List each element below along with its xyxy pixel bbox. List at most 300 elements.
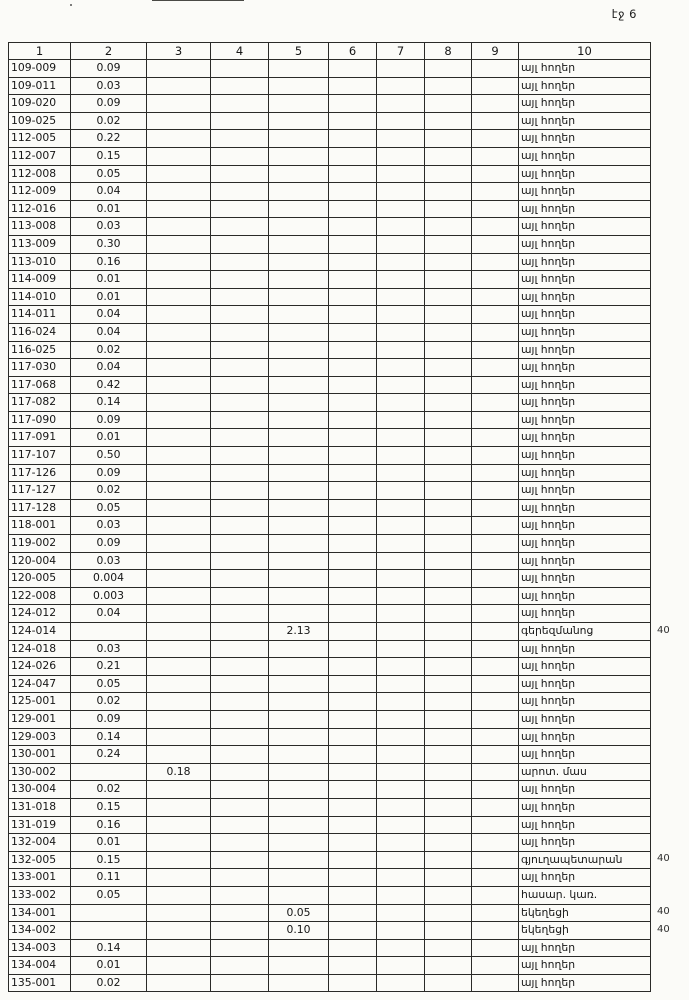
cell <box>211 939 269 957</box>
cell <box>269 77 329 95</box>
cell <box>472 464 519 482</box>
cell <box>425 922 472 940</box>
cell <box>472 904 519 922</box>
cell <box>269 728 329 746</box>
cell <box>269 200 329 218</box>
cell <box>147 746 211 764</box>
cell: 129-003 <box>9 728 71 746</box>
cell: այլ հողեր <box>519 974 651 992</box>
cell: 0.15 <box>71 147 147 165</box>
cell: 0.004 <box>71 570 147 588</box>
cell: 0.14 <box>71 728 147 746</box>
cell <box>147 675 211 693</box>
table-row <box>9 77 651 95</box>
cell <box>211 886 269 904</box>
cell <box>269 288 329 306</box>
table-row <box>9 552 651 570</box>
cell <box>211 640 269 658</box>
cell: 124-014 <box>9 623 71 641</box>
table-row <box>9 587 651 605</box>
cell: այլ հողեր <box>519 552 651 570</box>
cell <box>377 323 425 341</box>
cell <box>269 271 329 289</box>
table-row <box>9 869 651 887</box>
cell <box>425 130 472 148</box>
cell: 116-025 <box>9 341 71 359</box>
cell <box>211 834 269 852</box>
table-row <box>9 851 651 869</box>
cell: 117-126 <box>9 464 71 482</box>
table-row <box>9 746 651 764</box>
cell <box>269 869 329 887</box>
cell <box>147 693 211 711</box>
cell <box>211 60 269 78</box>
cell <box>329 235 377 253</box>
cell: այլ հողեր <box>519 411 651 429</box>
cell <box>269 834 329 852</box>
cell <box>329 587 377 605</box>
cell <box>211 623 269 641</box>
cell <box>425 253 472 271</box>
table-header <box>9 43 651 60</box>
cell <box>71 623 147 641</box>
cell <box>377 922 425 940</box>
cell <box>472 570 519 588</box>
cell <box>425 798 472 816</box>
cell: 0.09 <box>71 464 147 482</box>
cell <box>329 130 377 148</box>
cell: 134-003 <box>9 939 71 957</box>
cell: 114-009 <box>9 271 71 289</box>
table-row <box>9 60 651 78</box>
cell: այլ հողեր <box>519 271 651 289</box>
cell <box>377 851 425 869</box>
cell <box>211 394 269 412</box>
cell <box>147 341 211 359</box>
cell <box>269 570 329 588</box>
cell <box>211 710 269 728</box>
cell <box>472 623 519 641</box>
cell: 0.003 <box>71 587 147 605</box>
cell <box>329 77 377 95</box>
table-row <box>9 341 651 359</box>
cell: 134-001 <box>9 904 71 922</box>
margin-note: 40 <box>657 853 670 865</box>
cell <box>269 60 329 78</box>
cell <box>425 376 472 394</box>
cell: 0.03 <box>71 218 147 236</box>
cell: 112-005 <box>9 130 71 148</box>
cell <box>472 359 519 377</box>
cell <box>329 904 377 922</box>
table-wrap <box>8 42 652 992</box>
cell: 0.09 <box>71 535 147 553</box>
cell <box>472 376 519 394</box>
cell: այլ հողեր <box>519 675 651 693</box>
cell <box>329 253 377 271</box>
cell <box>329 623 377 641</box>
cell <box>147 429 211 447</box>
table-row <box>9 834 651 852</box>
cell: 0.09 <box>71 95 147 113</box>
cell: 0.05 <box>269 904 329 922</box>
cell <box>269 165 329 183</box>
cell <box>377 464 425 482</box>
margin-note: 40 <box>657 923 670 935</box>
table-row <box>9 957 651 975</box>
cell <box>472 183 519 201</box>
table-row <box>9 271 651 289</box>
column-header: 3 <box>147 43 211 60</box>
cell: 0.05 <box>71 675 147 693</box>
cell <box>377 200 425 218</box>
cell <box>329 447 377 465</box>
cell <box>211 235 269 253</box>
cell <box>377 623 425 641</box>
cell <box>147 447 211 465</box>
cell: 0.04 <box>71 306 147 324</box>
cell <box>377 939 425 957</box>
cell <box>147 535 211 553</box>
cell <box>472 886 519 904</box>
cell: այլ հողեր <box>519 130 651 148</box>
cell <box>377 253 425 271</box>
cell <box>269 376 329 394</box>
cell: գերեզմանոց <box>519 623 651 641</box>
cell: 0.02 <box>71 693 147 711</box>
cell <box>472 499 519 517</box>
cell <box>329 60 377 78</box>
cell <box>472 482 519 500</box>
cell: 133-001 <box>9 869 71 887</box>
table-row <box>9 429 651 447</box>
cell <box>377 341 425 359</box>
cell <box>472 200 519 218</box>
cell: 134-004 <box>9 957 71 975</box>
cell: 131-018 <box>9 798 71 816</box>
cell <box>472 781 519 799</box>
cell <box>377 517 425 535</box>
cell <box>425 429 472 447</box>
cell <box>147 359 211 377</box>
cell <box>269 675 329 693</box>
cell: 117-127 <box>9 482 71 500</box>
cell: 0.16 <box>71 253 147 271</box>
cell <box>377 535 425 553</box>
cell <box>425 957 472 975</box>
cell <box>269 763 329 781</box>
cell: 0.04 <box>71 605 147 623</box>
cell <box>269 323 329 341</box>
cell <box>329 974 377 992</box>
table-row <box>9 535 651 553</box>
cell <box>329 798 377 816</box>
cell <box>472 429 519 447</box>
cell <box>147 464 211 482</box>
cell: հասար. կառ. <box>519 886 651 904</box>
cell <box>377 288 425 306</box>
cell <box>472 869 519 887</box>
cell: այլ հողեր <box>519 218 651 236</box>
cell <box>329 411 377 429</box>
cell <box>329 816 377 834</box>
cell <box>329 710 377 728</box>
cell: 132-004 <box>9 834 71 852</box>
cell <box>329 693 377 711</box>
cell: եկեղեցի <box>519 922 651 940</box>
column-header: 1 <box>9 43 71 60</box>
cell: 113-009 <box>9 235 71 253</box>
table-row <box>9 447 651 465</box>
cell <box>147 482 211 500</box>
cell: 112-008 <box>9 165 71 183</box>
cell <box>147 922 211 940</box>
cell <box>472 218 519 236</box>
table-row <box>9 95 651 113</box>
cell: 124-026 <box>9 658 71 676</box>
cell <box>425 851 472 869</box>
cell <box>377 429 425 447</box>
cell <box>472 728 519 746</box>
cell <box>472 147 519 165</box>
cell <box>269 95 329 113</box>
cell <box>425 816 472 834</box>
cell: 117-090 <box>9 411 71 429</box>
cell <box>377 974 425 992</box>
cell: 112-016 <box>9 200 71 218</box>
cell: 125-001 <box>9 693 71 711</box>
cell <box>329 851 377 869</box>
cell: այլ հողեր <box>519 183 651 201</box>
cell <box>269 447 329 465</box>
cell <box>211 974 269 992</box>
cell <box>472 447 519 465</box>
cell <box>211 359 269 377</box>
cell <box>147 640 211 658</box>
cell <box>377 95 425 113</box>
cell <box>472 939 519 957</box>
cell <box>425 183 472 201</box>
cell <box>211 464 269 482</box>
cell <box>425 834 472 852</box>
cell <box>147 570 211 588</box>
cell: այլ հողեր <box>519 464 651 482</box>
cell <box>472 288 519 306</box>
cell <box>147 781 211 799</box>
cell <box>211 147 269 165</box>
cell <box>425 658 472 676</box>
cell: 0.30 <box>71 235 147 253</box>
cell <box>377 798 425 816</box>
cell <box>329 834 377 852</box>
cell <box>425 165 472 183</box>
cell <box>425 411 472 429</box>
cell <box>472 640 519 658</box>
cell <box>211 746 269 764</box>
cell: 0.42 <box>71 376 147 394</box>
cell: 2.13 <box>269 623 329 641</box>
cell <box>425 464 472 482</box>
cell: 117-128 <box>9 499 71 517</box>
cell <box>425 939 472 957</box>
cell: այլ հողեր <box>519 482 651 500</box>
cell: այլ հողեր <box>519 147 651 165</box>
cell: այլ հողեր <box>519 499 651 517</box>
scan-artifact <box>70 4 72 6</box>
cell: 124-047 <box>9 675 71 693</box>
column-header: 4 <box>211 43 269 60</box>
cell: այլ հողեր <box>519 359 651 377</box>
cell: 109-009 <box>9 60 71 78</box>
cell: 134-002 <box>9 922 71 940</box>
cell <box>147 587 211 605</box>
cell: 0.02 <box>71 341 147 359</box>
cell <box>472 851 519 869</box>
cell: 0.22 <box>71 130 147 148</box>
cell <box>472 974 519 992</box>
cell: 0.09 <box>71 60 147 78</box>
table-row <box>9 499 651 517</box>
cell <box>377 728 425 746</box>
cell <box>472 271 519 289</box>
cell <box>472 323 519 341</box>
cell <box>147 904 211 922</box>
cell <box>269 130 329 148</box>
cell <box>269 482 329 500</box>
cell <box>425 763 472 781</box>
table-row <box>9 605 651 623</box>
cell: այլ հողեր <box>519 816 651 834</box>
cell: 113-010 <box>9 253 71 271</box>
cell <box>147 218 211 236</box>
cell <box>472 675 519 693</box>
cell: այլ հողեր <box>519 517 651 535</box>
table-row <box>9 130 651 148</box>
cell <box>211 869 269 887</box>
cell <box>329 200 377 218</box>
cell <box>147 323 211 341</box>
cell <box>269 640 329 658</box>
cell <box>377 499 425 517</box>
cell <box>329 658 377 676</box>
cell <box>329 306 377 324</box>
cell <box>425 869 472 887</box>
cell <box>211 130 269 148</box>
cell <box>425 200 472 218</box>
table-row <box>9 623 651 641</box>
cell: 0.15 <box>71 798 147 816</box>
cell: այլ հողեր <box>519 200 651 218</box>
cell <box>425 218 472 236</box>
cell <box>425 974 472 992</box>
table-row <box>9 411 651 429</box>
cell <box>269 816 329 834</box>
cell <box>329 394 377 412</box>
cell: եկեղեցի <box>519 904 651 922</box>
cell <box>147 869 211 887</box>
cell <box>211 957 269 975</box>
cell <box>147 95 211 113</box>
cell <box>377 394 425 412</box>
cell: 0.01 <box>71 429 147 447</box>
page-number-label: էջ 6 <box>611 7 637 21</box>
cell <box>425 60 472 78</box>
cell: 130-001 <box>9 746 71 764</box>
cell <box>147 939 211 957</box>
cell <box>211 165 269 183</box>
cell <box>425 781 472 799</box>
cell <box>147 658 211 676</box>
cell <box>211 851 269 869</box>
cell: 0.02 <box>71 112 147 130</box>
cell <box>377 886 425 904</box>
cell <box>472 710 519 728</box>
cell <box>329 869 377 887</box>
cell: 0.02 <box>71 781 147 799</box>
cell: 124-012 <box>9 605 71 623</box>
cell <box>211 605 269 623</box>
cell <box>269 464 329 482</box>
cell <box>377 781 425 799</box>
cell <box>269 306 329 324</box>
cell: այլ հողեր <box>519 658 651 676</box>
cell: 0.01 <box>71 288 147 306</box>
table-row <box>9 165 651 183</box>
cell <box>329 746 377 764</box>
cell <box>377 482 425 500</box>
cell: 131-019 <box>9 816 71 834</box>
cell <box>211 271 269 289</box>
cell <box>147 834 211 852</box>
cell <box>147 499 211 517</box>
cell: 0.03 <box>71 517 147 535</box>
cell: 109-020 <box>9 95 71 113</box>
cell <box>147 974 211 992</box>
column-header: 8 <box>425 43 472 60</box>
cell <box>269 746 329 764</box>
cell <box>269 183 329 201</box>
table-row <box>9 904 651 922</box>
cell: 117-107 <box>9 447 71 465</box>
cell <box>329 499 377 517</box>
cell <box>377 763 425 781</box>
cell <box>472 535 519 553</box>
cell <box>211 658 269 676</box>
cell <box>269 851 329 869</box>
cell: 0.03 <box>71 77 147 95</box>
cell <box>425 570 472 588</box>
cell <box>377 605 425 623</box>
cell <box>211 587 269 605</box>
cell <box>147 605 211 623</box>
cell <box>377 306 425 324</box>
column-header: 7 <box>377 43 425 60</box>
cell <box>329 359 377 377</box>
cell <box>269 798 329 816</box>
cell <box>425 235 472 253</box>
table-row <box>9 323 651 341</box>
cell <box>472 587 519 605</box>
cell: 0.01 <box>71 200 147 218</box>
cell <box>269 693 329 711</box>
cell <box>377 552 425 570</box>
cell <box>147 200 211 218</box>
cell <box>269 429 329 447</box>
cell <box>211 535 269 553</box>
cell <box>329 323 377 341</box>
cell <box>377 447 425 465</box>
cell: 109-011 <box>9 77 71 95</box>
